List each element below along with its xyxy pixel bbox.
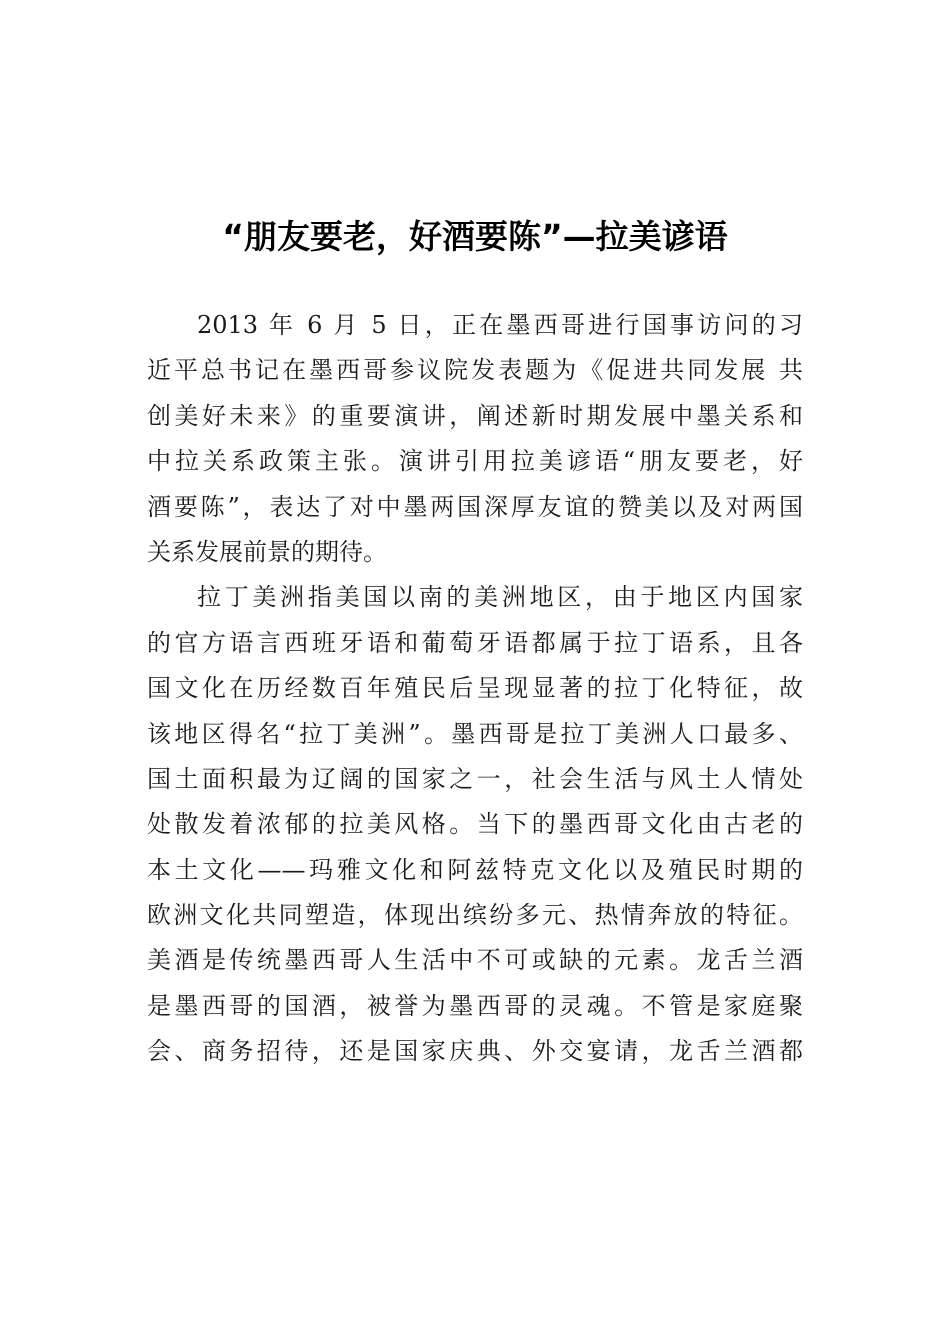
text-line: 近平总书记在墨西哥参议院发表题为《促进共同发展 共 — [147, 356, 803, 385]
document-title: “朋友要老，好酒要陈”—拉美谚语 — [222, 217, 728, 256]
text-line: 2013 年 6 月 5 日，正在墨西哥进行国事访问的习 — [197, 311, 803, 339]
paragraph-1 — [147, 303, 803, 575]
text-line: 是墨西哥的国酒，被誉为墨西哥的灵魂。不管是家庭聚 — [147, 991, 803, 1020]
text-line: 酒要陈”，表达了对中墨两国深厚友谊的赞美以及对两国 — [147, 492, 803, 521]
text-line: 欧洲文化共同塑造，体现出缤纷多元、热情奔放的特征。 — [147, 901, 803, 930]
document-body — [147, 303, 803, 1075]
text-line: 拉丁美洲指美国以南的美洲地区，由于地区内国家 — [197, 583, 803, 612]
text-line: 国土面积最为辽阔的国家之一，社会生活与风土人情处 — [147, 764, 803, 793]
text-line: 中拉关系政策主张。演讲引用拉美谚语“朋友要老，好 — [147, 447, 803, 476]
paragraph-2 — [147, 575, 803, 1074]
text-line: 的官方语言西班牙语和葡萄牙语都属于拉丁语系，且各 — [147, 628, 803, 657]
text-line: 该地区得名“拉丁美洲”。墨西哥是拉丁美洲人口最多、 — [147, 719, 803, 748]
text-line: 本土文化——玛雅文化和阿兹特克文化以及殖民时期的 — [147, 855, 803, 884]
text-line: 美酒是传统墨西哥人生活中不可或缺的元素。龙舌兰酒 — [147, 946, 803, 975]
text-line: 国文化在历经数百年殖民后呈现显著的拉丁化特征，故 — [147, 674, 803, 703]
text-line: 创美好未来》的重要演讲，阐述新时期发展中墨关系和 — [147, 401, 803, 430]
text-line: 关系发展前景的期待。 — [147, 537, 387, 566]
text-line: 处散发着浓郁的拉美风格。当下的墨西哥文化由古老的 — [147, 810, 803, 839]
text-line: 会、商务招待，还是国家庆典、外交宴请，龙舌兰酒都 — [147, 1037, 803, 1066]
